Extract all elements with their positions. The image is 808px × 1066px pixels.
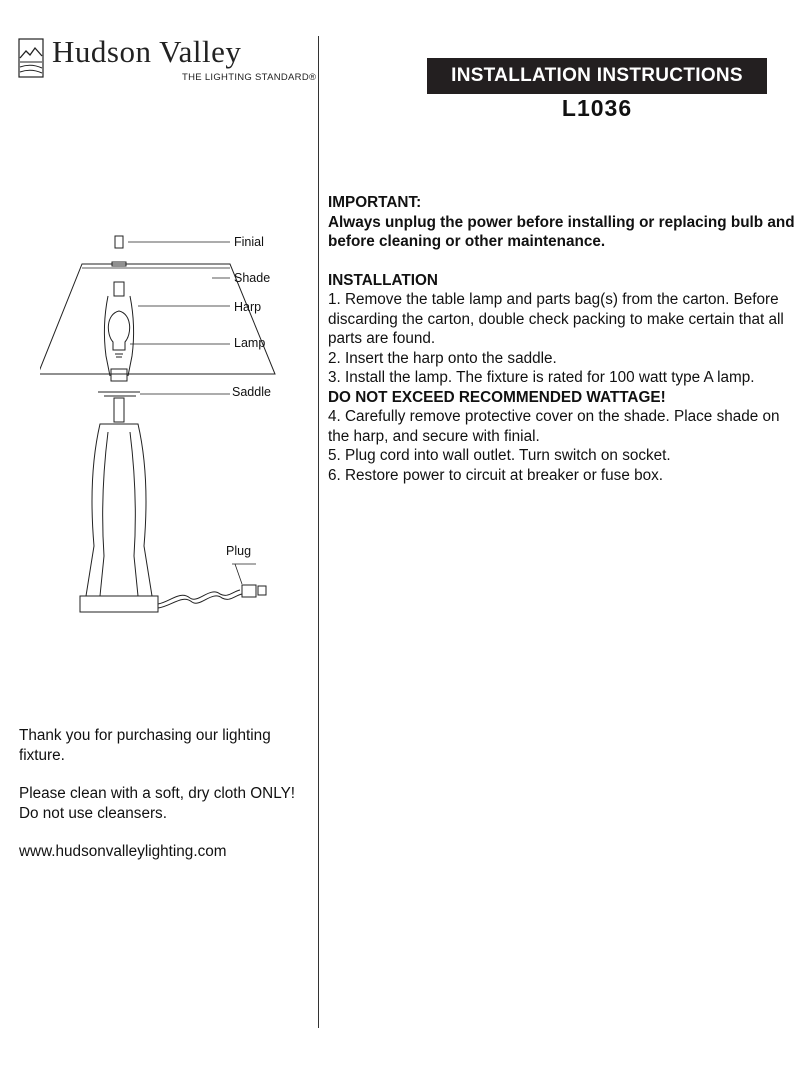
model-number: L1036 [561, 95, 633, 121]
bulb-shape [108, 311, 129, 350]
installation-step: 6. Restore power to circuit at breaker or fuse box. [328, 466, 663, 484]
installation-step: 1. Remove the table lamp and parts bag(s) from the carton. Before discarding the carton, double check packing to make certain that all parts are found. [328, 291, 784, 347]
important-text: Always unplug the power before installing or replacing bulb and before cleaning or other maintenance. [328, 213, 795, 250]
lamp-illustration [40, 226, 300, 626]
important-heading: IMPORTANT: [328, 194, 422, 211]
installation-step: 3. Install the lamp. The fixture is rated for 100 watt type A lamp. [328, 369, 755, 386]
lamp-body-shape [86, 424, 152, 596]
lamp-base-shape [80, 596, 158, 612]
saddle-shape [111, 369, 127, 381]
installation-heading: INSTALLATION [328, 271, 438, 289]
document-title: INSTALLATION INSTRUCTIONS [427, 58, 767, 94]
label-harp: Harp [234, 300, 262, 314]
website-link[interactable]: www.hudsonvalleylighting.com [19, 843, 227, 860]
mountain-logo-icon [18, 38, 44, 78]
care-text: Please clean with a soft, dry cloth ONLY! Do not use cleansers. [19, 785, 296, 822]
label-lamp: Lamp [234, 336, 266, 350]
installation-step: 4. Carefully remove protective cover on the shade. Place shade on the harp, and secure with finial. [328, 408, 780, 445]
label-plug: Plug [226, 544, 252, 558]
plug-shape [242, 585, 256, 597]
brand-logo [18, 34, 318, 90]
lamp-diagram [40, 226, 300, 626]
thank-you-text: Thank you for purchasing our lighting fixture. [19, 727, 271, 764]
column-divider [318, 36, 319, 1028]
wattage-warning: DO NOT EXCEED RECOMMENDED WATTAGE! [328, 388, 666, 406]
label-shade: Shade [234, 271, 271, 285]
brand-tagline: THE LIGHTING STANDARD® [182, 72, 317, 83]
care-notes [19, 726, 309, 862]
label-saddle: Saddle [232, 385, 271, 399]
instructions-body [328, 193, 798, 485]
label-finial: Finial [234, 235, 264, 249]
installation-step: 2. Insert the harp onto the saddle. [328, 349, 557, 367]
installation-step: 5. Plug cord into wall outlet. Turn switch on socket. [328, 447, 671, 464]
finial-shape [115, 236, 123, 248]
brand-name: Hudson Valley [52, 34, 242, 69]
